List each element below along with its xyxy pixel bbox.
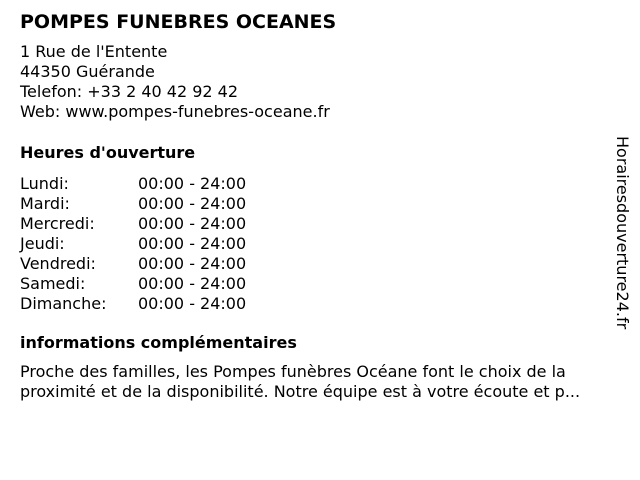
hours-day: Mardi: bbox=[20, 194, 70, 213]
hours-row-thursday bbox=[20, 234, 620, 254]
hours-day: Jeudi: bbox=[20, 234, 65, 253]
hours-row-saturday bbox=[20, 274, 620, 294]
business-name: POMPES FUNEBRES OCEANES bbox=[20, 11, 337, 33]
phone-number: Telefon: +33 2 40 42 92 42 bbox=[20, 82, 239, 101]
business-card bbox=[20, 10, 620, 402]
hours-time: 00:00 - 24:00 bbox=[138, 274, 247, 293]
info-line: proximité et de la disponibilité. Notre équipe est à votre écoute et p... bbox=[20, 382, 581, 401]
info-heading: informations complémentaires bbox=[20, 333, 297, 352]
hours-time: 00:00 - 24:00 bbox=[138, 194, 247, 213]
info-description bbox=[20, 362, 630, 402]
hours-heading: Heures d'ouverture bbox=[20, 143, 196, 162]
address-street: 1 Rue de l'Entente bbox=[20, 42, 168, 61]
watermark-site-name: Horairesdouverture24.fr bbox=[613, 136, 632, 330]
website: Web: www.pompes-funebres-oceane.fr bbox=[20, 102, 330, 121]
hours-time: 00:00 - 24:00 bbox=[138, 294, 247, 313]
hours-day: Samedi: bbox=[20, 274, 86, 293]
hours-day: Dimanche: bbox=[20, 294, 107, 313]
hours-time: 00:00 - 24:00 bbox=[138, 174, 247, 193]
hours-day: Lundi: bbox=[20, 174, 69, 193]
hours-row-sunday bbox=[20, 294, 620, 314]
address-city: 44350 Guérande bbox=[20, 62, 155, 81]
hours-row-friday bbox=[20, 254, 620, 274]
hours-day: Mercredi: bbox=[20, 214, 95, 233]
hours-row-tuesday bbox=[20, 194, 620, 214]
hours-time: 00:00 - 24:00 bbox=[138, 214, 247, 233]
hours-day: Vendredi: bbox=[20, 254, 96, 273]
info-line: Proche des familles, les Pompes funèbres Océane font le choix de la bbox=[20, 362, 566, 381]
hours-time: 00:00 - 24:00 bbox=[138, 254, 247, 273]
hours-row-wednesday bbox=[20, 214, 620, 234]
hours-row-monday bbox=[20, 174, 620, 194]
hours-time: 00:00 - 24:00 bbox=[138, 234, 247, 253]
hours-table bbox=[20, 174, 620, 314]
